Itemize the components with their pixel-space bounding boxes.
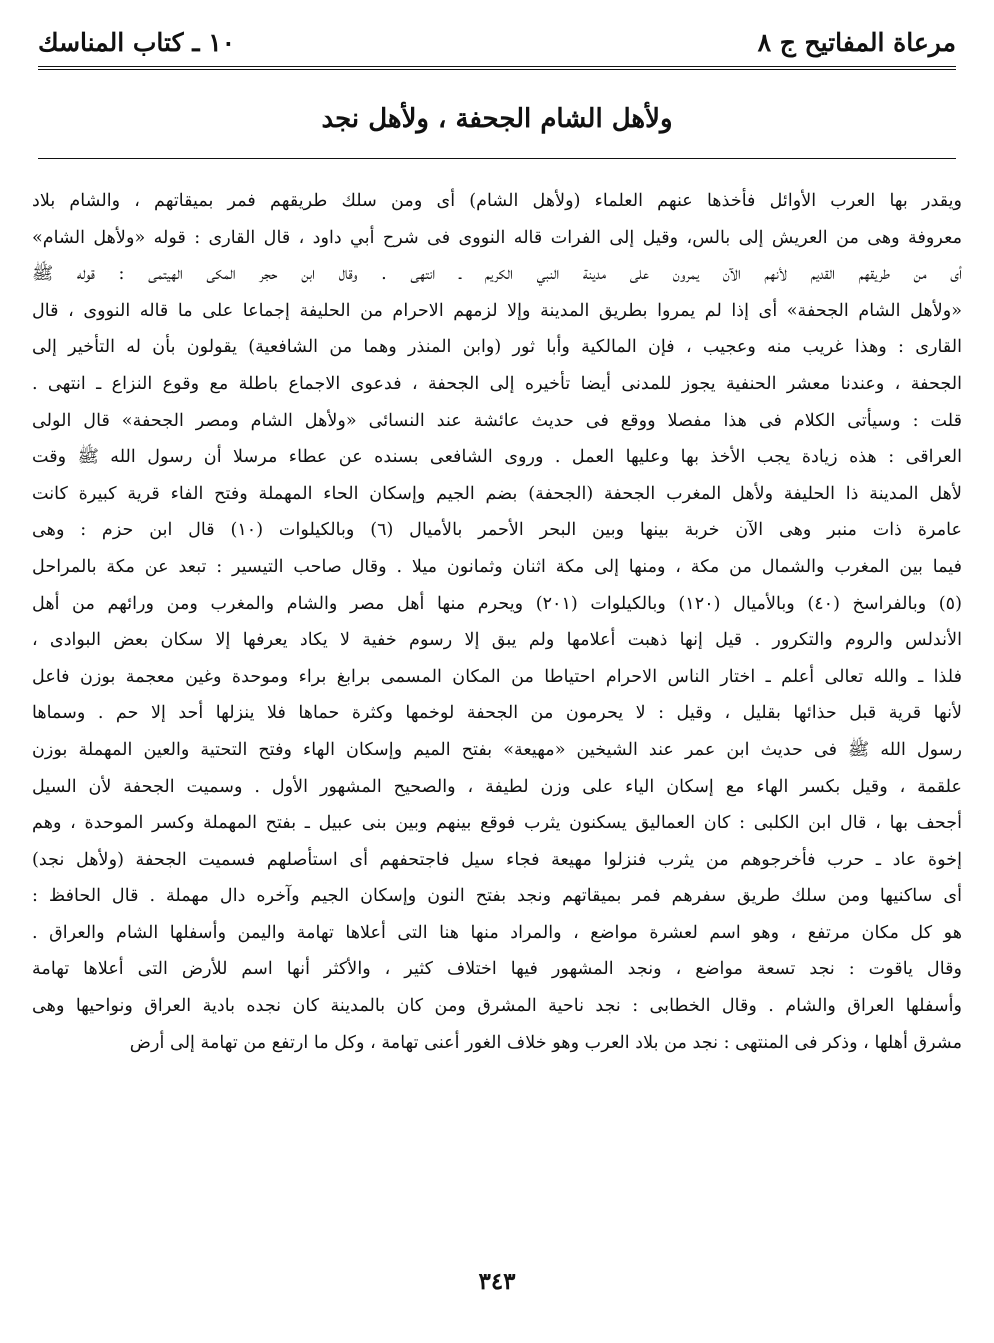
header-chapter-title: ١٠ ـ كتاب المناسك [38, 27, 236, 57]
text-line: وقال ياقوت : نجد تسعة مواضع ، ونجد المشهور فيها اختلاف كثير ، والأكثر أنها اسم للأرض التى أعلاها تهامة [32, 959, 962, 980]
text-line: معروفة وهى من العريش إلى بالس، وقيل إلى الفرات قاله النووى فى شرح أبي داود ، قال القارى : قوله «ولأهل الشام» [32, 227, 962, 248]
text-line: القارى : وهذا غريب منه وعجيب ، فإن المالكية وأبا ثور (وابن المنذر وهما من الشافعية) يقولون بأن له التأخير إلى [32, 337, 962, 358]
text-line: رسول الله ﷺ فى حديث ابن عمر عند الشيخين «مهيعة» بفتح الميم وإسكان الهاء وفتح التحتية والعين المهملة بوزن [32, 739, 962, 760]
text-line: أى ساكنيها ومن سلك طريق سفرهم فمر بميقاتهم ونجد بفتح النون وإسكان الجيم وآخره دال مهملة . قال الحافظ : [32, 886, 962, 907]
text-line: العراقى : هذه زيادة يجب الأخذ بها وعليها العمل . وروى الشافعى بسنده عن عطاء مرسلا أن رسول الله ﷺ وقت [32, 447, 962, 468]
text-line: ويقدر بها العرب الأوائل فأخذها عنهم العلماء (ولأهل الشام) أى ومن سلك طريقهم فمر بميقاتهم ، والشام بلاد [32, 191, 962, 211]
text-line: فيما بين المغرب والشمال من مكة ، ومنها إلى مكة اثنان وثمانون ميلا . وقال صاحب التيسير : تبعد عن مكة بالمراحل [32, 556, 962, 577]
header-divider [38, 66, 956, 70]
text-line: وأسفلها العراق والشام . وقال الخطابى : نجد ناحية المشرق ومن كان بالمدينة كان نجده بادية العراق ونواحيها وهى [32, 996, 962, 1017]
running-header [38, 22, 956, 62]
text-line: لأهل المدينة ذا الحليفة ولأهل المغرب الجحفة (الجحفة) بضم الجيم وإسكان الحاء المهملة وفتح الفاء قرية كبيرة كانت [32, 483, 962, 504]
page-number: ٣٤٣ [478, 1268, 516, 1295]
text-line: إخوة عاد ـ حرب فأخرجوهم من يثرب فنزلوا مهيعة فجاء سيل فاجتحفهم أى استأصلهم فسميت الجحفة (ولأهل نجد) [32, 849, 962, 870]
text-line: الجحفة ، وعندنا معشر الحنفية يجوز للمدنى أيضا تأخيره إلى الجحفة ، فدعوى الاجماع باطلة مع وقوع النزاع ـ انتهى . [32, 373, 962, 394]
text-line: أجحف بها ، قال ابن الكلبى : كان العماليق يسكنون يثرب فوقع بينهم وبين بنى عبيل ـ بفتح المهملة وكسر الموحدة ، وهم [32, 813, 962, 834]
text-line: الأندلس والروم والتكرور . قيل إنها ذهبت أعلامها ولم يبق إلا رسوم خفية لا يكاد يعرفها إلا سكان بعض البوادى ، [32, 630, 962, 651]
section-title: ولأهل الشام الجحفة ، ولأهل نجد [321, 104, 673, 134]
text-line: عامرة ذات منبر وهى الآن خربة بينها وبين البحر الأحمر بالأميال (٦) وبالكيلوات (١٠) قال ابن حزم : وهى [32, 520, 962, 541]
header-book-title: مرعاة المفاتيح ج ٨ [757, 27, 956, 57]
text-line: (٥) وبالفراسخ (٤٠) وبالأميال (١٢٠) وبالكيلوات (٢٠١) ويحرم منها أهل مصر والشام والمغرب ومن ورائهم من أهل [32, 593, 962, 614]
text-line: لأنها قرية قبل حذائها بقليل ، وقيل : لا يحرمون من الجحفة لوخمها وكثرة حماها فلا ينزلها أحد إلا حم . وسماها [32, 703, 962, 724]
text-line: فلذا ـ والله تعالى أعلم ـ اختار الناس الاحرام احتياطا من المكان المسمى برابغ براء وموحدة وغين معجمة بوزن فاعل [32, 666, 962, 687]
text-line: علقمة ، وقيل بكسر الهاء مع إسكان الياء على وزن لطيفة ، والصحيح المشهور الأول . وسميت الجحفة لأن السيل [32, 776, 962, 797]
title-divider [38, 158, 956, 159]
text-line: مشرق أهلها ، وذكر فى المنتهى : نجد من بلاد العرب وهو خلاف الغور أعنى تهامة ، وكل ما ارتفع من تهامة إلى أرض [129, 1032, 962, 1053]
text-line: أى من طريقهم القديم لأنهم الآن يمرون على مدينة النبي الكريم ـ انتهى . وقال ابن حجر المكى الهيتمى : قوله ﷺ [32, 264, 962, 285]
commentary-text [32, 183, 962, 1061]
text-line: «ولأهل الشام الجحفة» أى إذا لم يمروا بطريق المدينة وإلا لزمهم الاحرام من الحليفة إجماعا على ما قاله النووى ، قال [32, 300, 962, 321]
text-line: قلت : وسيأتى الكلام فى هذا مفصلا ووقع فى حديث عائشة عند النسائى «ولأهل الشام ومصر الجحفة» قال الولى [32, 410, 962, 431]
text-line: هو كل مكان مرتفع ، وهو اسم لعشرة مواضع ، والمراد منها هنا التى أعلاها تهامة واليمن وأسفلها الشام والعراق . [32, 922, 962, 943]
